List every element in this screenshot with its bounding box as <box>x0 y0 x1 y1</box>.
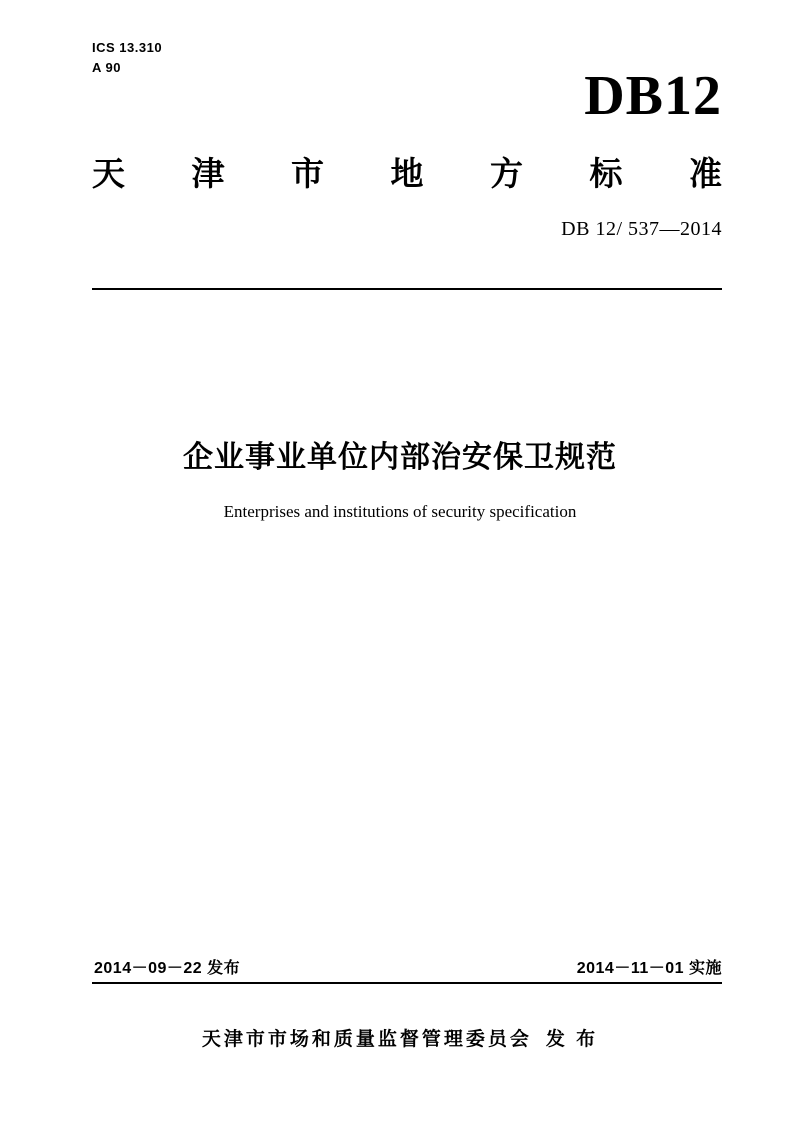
standard-type-char: 地 <box>390 155 424 192</box>
ics-code: ICS 13.310 <box>92 40 163 55</box>
standard-type-char: 准 <box>689 155 722 192</box>
ics-classification-block <box>92 38 162 78</box>
standard-type-heading <box>92 148 722 195</box>
document-title-cn: 企业事业单位内部治安保卫规范 <box>183 441 617 474</box>
document-title-en: Enterprises and institutions of security specification <box>223 502 577 521</box>
issuing-authority-name: 天津市市场和质量监督管理委员会 <box>201 1029 532 1050</box>
standard-type-char: 市 <box>291 155 324 192</box>
classification-code: A 90 <box>92 60 121 76</box>
footer-divider <box>92 982 722 984</box>
standard-type-char: 方 <box>490 155 523 192</box>
issuing-authority-suffix: 发 布 <box>545 1029 599 1050</box>
standard-type-char: 津 <box>191 155 225 192</box>
header-divider <box>92 288 722 290</box>
standard-type-char: 天 <box>92 155 125 192</box>
issuing-authority <box>0 1024 800 1051</box>
standard-type-char: 标 <box>589 155 623 192</box>
issue-date: 2014－09－22 发布 <box>94 960 241 977</box>
standard-number: DB 12/ 537—2014 <box>561 218 722 240</box>
db12-logo: DB12 <box>584 65 722 127</box>
effective-date: 2014－11－01 实施 <box>576 960 722 977</box>
